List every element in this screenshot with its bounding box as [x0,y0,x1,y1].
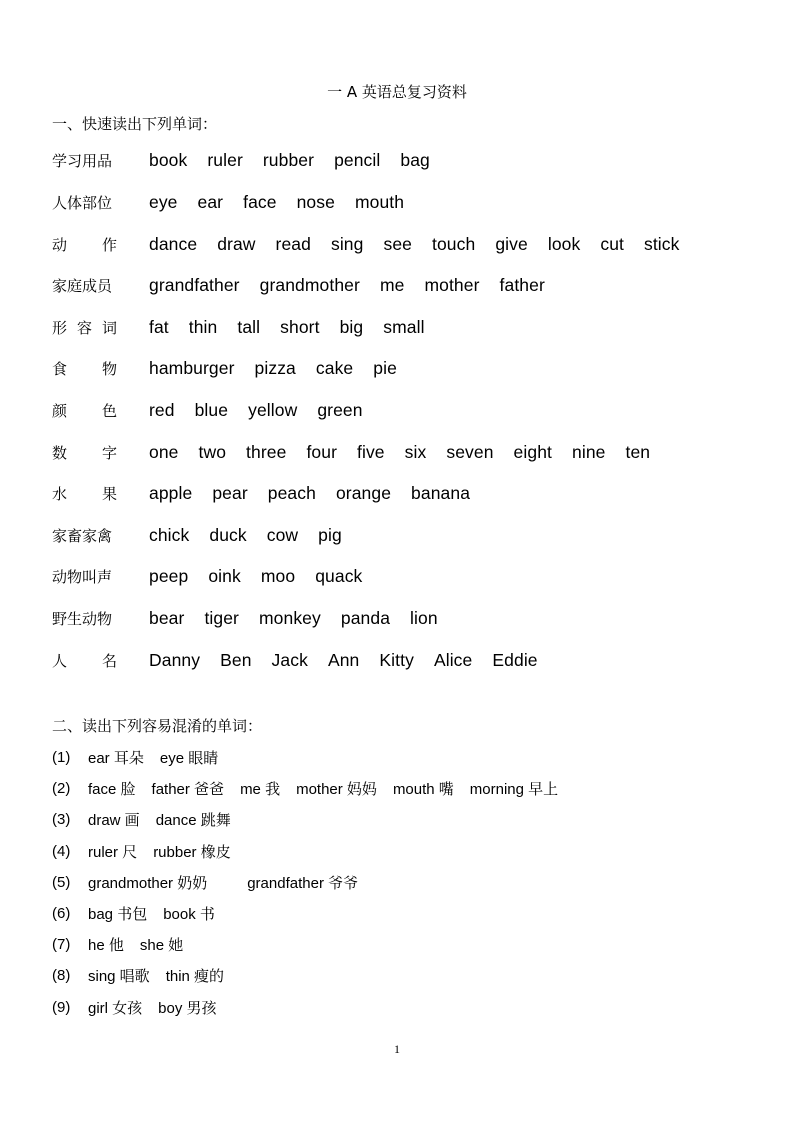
pair-row [52,871,374,893]
word-pair: face 脸 [88,780,136,798]
vocab-category: 家庭成员 [52,276,113,295]
pair-row [52,746,234,768]
vocab-words [149,522,362,548]
pair-number: (4) [52,842,71,860]
word-pair: rubber 橡皮 [153,843,231,861]
word-pair: mother 妈妈 [296,780,377,798]
vocab-words [149,647,558,673]
pair-row [52,933,199,955]
vocab-word: orange [335,482,392,503]
word-pair: boy 男孩 [158,999,217,1017]
vocab-row [52,231,680,257]
vocab-word: book [149,149,188,170]
vocab-category: 水 果 [52,484,117,503]
vocab-word: five [357,441,385,462]
vocab-word: Ann [327,649,360,670]
vocab-word: duck [209,524,247,545]
vocab-word: ear [197,191,224,212]
vocab-word: me [379,274,405,295]
vocab-word: pencil [334,149,381,170]
vocab-word: tall [237,316,261,337]
page-number: 1 [394,1042,400,1056]
word-pair: morning 早上 [469,780,559,798]
vocab-word: peach [267,482,316,503]
vocab-row [52,189,405,215]
vocab-word: two [198,441,227,462]
vocab-word: fat [149,316,169,337]
vocab-word: Jack [271,649,308,670]
pair-number: (3) [52,810,71,828]
vocab-words [149,563,382,589]
vocab-word: six [404,441,427,462]
vocab-category: 人 名 [52,651,117,670]
vocab-word: pie [373,357,397,378]
vocab-word: chick [149,524,190,545]
vocab-word: see [383,233,412,254]
word-pair: grandfather 爷爷 [247,874,359,892]
vocab-category: 家畜家禽 [52,526,113,545]
pair-number: (5) [52,873,71,891]
vocab-word: one [149,441,179,462]
pair-row [52,996,233,1018]
vocab-word: dance [149,233,198,254]
vocab-words [149,439,670,465]
word-pair: thin 瘦的 [165,967,225,985]
word-pair: mouth 嘴 [392,780,454,798]
vocab-word: Eddie [492,649,538,670]
vocab-word: apple [149,482,193,503]
vocab-words [149,605,458,631]
pair-number: (6) [52,904,71,922]
vocab-word: peep [149,565,189,586]
vocab-word: nine [572,441,606,462]
vocab-category: 人体部位 [52,193,113,212]
pair-row [52,808,247,830]
vocab-word: tiger [204,607,239,628]
word-pair: book 书 [163,905,215,923]
vocab-word: four [306,441,337,462]
vocab-word: thin [188,316,218,337]
vocab-row [52,147,430,173]
vocab-word: mouth [354,191,405,212]
vocab-row [52,522,342,548]
vocab-word: nose [296,191,335,212]
vocab-category: 颜 色 [52,401,117,420]
vocab-word: eight [513,441,552,462]
word-pair: eye 眼睛 [159,749,219,767]
vocab-words [149,272,565,298]
vocab-word: green [317,399,363,420]
vocab-word: seven [446,441,494,462]
vocab-row [52,563,363,589]
vocab-words [149,231,700,257]
vocab-row [52,439,651,465]
vocab-word: stick [644,233,680,254]
vocab-word: quack [315,565,363,586]
vocab-word: moo [260,565,296,586]
vocab-category: 动物叫声 [52,567,113,586]
vocab-word: cut [600,233,624,254]
vocab-word: pear [212,482,248,503]
pair-number: (2) [52,779,71,797]
vocab-words [149,189,424,215]
word-pair: bag 书包 [88,905,148,923]
pair-number: (7) [52,935,71,953]
word-pair: me 我 [240,780,281,798]
vocab-word: Alice [433,649,473,670]
section-heading-confusing-words: 二、读出下列容易混淆的单词： [52,717,263,735]
word-pair: ruler 尺 [88,843,138,861]
vocab-words [149,480,490,506]
vocab-category: 食 物 [52,359,117,378]
vocab-word: grandfather [149,274,240,295]
vocab-row [52,480,471,506]
word-pair: girl 女孩 [88,999,143,1017]
vocab-word: look [547,233,581,254]
vocab-word: bag [400,149,430,170]
vocab-word: face [243,191,277,212]
vocab-row [52,355,397,381]
vocab-row [52,647,538,673]
vocab-word: banana [411,482,471,503]
pair-row [52,840,247,862]
pair-row [52,902,231,924]
vocab-word: ruler [207,149,243,170]
word-pair: she 她 [139,936,184,954]
vocab-word: father [499,274,545,295]
word-pair: father 爸爸 [151,780,225,798]
word-pair: he 他 [88,936,124,954]
vocab-word: small [383,316,425,337]
vocab-word: hamburger [149,357,235,378]
vocab-word: Danny [149,649,201,670]
vocab-category: 野生动物 [52,609,113,628]
word-pair: grandmother 奶奶 [88,874,208,892]
vocab-word: eye [149,191,178,212]
pair-row [52,964,240,986]
vocab-words [149,314,445,340]
vocab-word: mother [424,274,480,295]
vocab-word: bear [149,607,185,628]
vocab-category: 形 容 词 [52,318,117,337]
vocab-word: monkey [258,607,321,628]
word-pair: ear 耳朵 [88,749,144,767]
vocab-category: 学习用品 [52,151,113,170]
vocab-word: panda [340,607,391,628]
vocab-word: pizza [254,357,296,378]
vocab-word: blue [194,399,229,420]
pair-row [52,777,574,799]
vocab-row [52,314,425,340]
vocab-word: lion [410,607,438,628]
vocab-word: sing [330,233,364,254]
vocab-word: draw [217,233,256,254]
vocab-word: touch [432,233,476,254]
vocab-row [52,605,438,631]
vocab-word: give [495,233,528,254]
vocab-category: 动 作 [52,235,117,254]
section-heading-quick-read: 一、快速读出下列单词： [52,115,218,133]
vocab-category: 数 字 [52,443,117,462]
pair-number: (1) [52,748,71,766]
vocab-word: red [149,399,175,420]
vocab-words [149,147,450,173]
vocab-word: oink [208,565,241,586]
vocab-word: read [275,233,311,254]
vocab-word: ten [625,441,651,462]
pair-number: (8) [52,966,71,984]
pair-number: (9) [52,998,71,1016]
vocab-word: cow [266,524,299,545]
vocab-word: rubber [262,149,315,170]
vocab-row [52,397,363,423]
vocab-word: yellow [248,399,298,420]
vocab-word: short [280,316,320,337]
vocab-word: Kitty [379,649,414,670]
vocab-word: big [339,316,364,337]
word-pair: sing 唱歌 [88,967,150,985]
vocab-row [52,272,545,298]
word-pair: draw 画 [88,811,140,829]
vocab-words [149,355,417,381]
vocab-word: Ben [220,649,252,670]
vocab-words [149,397,383,423]
word-pair: dance 跳舞 [155,811,231,829]
vocab-word: grandmother [259,274,360,295]
vocab-word: cake [315,357,354,378]
page-title: 一 A 英语总复习资料 [327,83,467,101]
vocab-word: three [246,441,287,462]
vocab-word: pig [318,524,342,545]
